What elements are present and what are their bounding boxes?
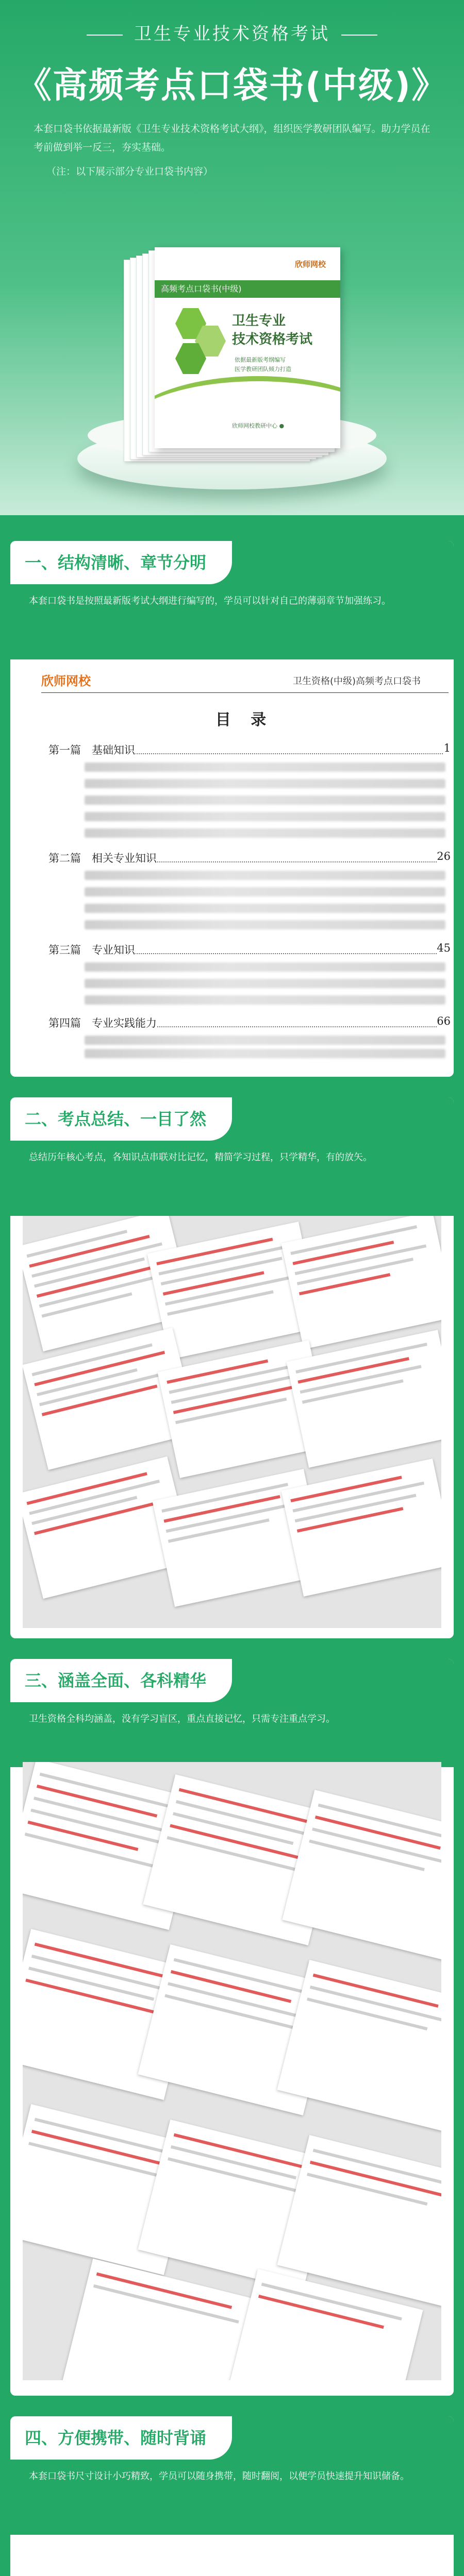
toc-blurred-line: [85, 762, 445, 772]
section-coverage-card: [10, 1659, 454, 2396]
toc-part-page: 45: [437, 942, 451, 954]
toc-blurred-line: [85, 979, 445, 988]
book-small-line: 医学教研团队倾力打造: [235, 366, 291, 372]
notes-sheet: [281, 1216, 441, 1349]
toc-part-label: 第一篇 基础知识: [48, 744, 135, 756]
toc-blurred-line: [85, 828, 445, 838]
section-structure-card: [10, 541, 454, 1077]
book-title-line2: 技术资格考试: [232, 332, 313, 347]
book-cover-small-text: [235, 355, 291, 374]
toc-blurred-line: [85, 962, 445, 972]
book-small-line: 依据最新版考纲编写: [235, 357, 286, 363]
toc-part-page: 26: [437, 850, 451, 862]
toc-blurred-line: [85, 995, 445, 1005]
doc-running-head: 卫生资格(中级)高频考点口袋书: [292, 676, 421, 687]
toc-blurred-line: [85, 1036, 445, 1045]
toc-title: 目 录: [215, 711, 274, 729]
book-ribbon: 高频考点口袋书(中级): [155, 280, 340, 298]
toc-part-1: [48, 742, 451, 757]
section-1-heading: 一、结构清晰、章节分明: [10, 541, 232, 584]
book-publisher: 欣师网校教研中心 ●: [232, 422, 285, 429]
toc-page-image: [23, 659, 451, 1061]
notes-collage-image: [23, 1216, 441, 1628]
section-4-description: 本套口袋书尺寸设计小巧精致，学员可以随身携带，随时翻阅，以便学员快速提升知识储备。: [29, 2471, 409, 2482]
book-title-line1: 卫生专业: [232, 313, 286, 329]
toc-blurred-line: [85, 1049, 445, 1058]
toc-part-2: [48, 850, 451, 866]
section-4-heading: 四、方便携带、随时背诵: [10, 2416, 232, 2460]
toc-blurred-line: [85, 779, 445, 788]
toc-blurred-line: [85, 920, 445, 929]
hero-title: 《高频考点口袋书(中级)》: [16, 65, 448, 106]
section-2-heading: 二、考点总结、一目了然: [10, 1097, 232, 1141]
toc-part-3: [48, 942, 451, 957]
toc-part-label: 第二篇 相关专业知识: [48, 852, 157, 865]
toc-part-label: 第四篇 专业实践能力: [48, 1017, 157, 1029]
toc-blurred-line: [85, 887, 445, 896]
section-portable-card: [10, 2416, 454, 2576]
toc-blurred-line: [85, 871, 445, 880]
toc-blurred-line: [85, 812, 445, 821]
toc-part-page: 66: [437, 1015, 451, 1027]
section-3-description: 卫生资格全科均涵盖，没有学习盲区，重点直接记忆，只需专注重点学习。: [29, 1714, 335, 1724]
toc-blurred-line: [85, 795, 445, 805]
hero-subtitle: 卫生专业技术资格考试: [0, 20, 464, 45]
book-logo: 欣师网校: [294, 260, 326, 269]
hero-description: 本套口袋书依据最新版《卫生专业技术资格考试大纲》，组织医学教研团队编写。助力学员在考前做到举一反三，夯实基础。: [34, 123, 430, 153]
hero-section: [0, 0, 464, 515]
pages-collage-image: [23, 1762, 441, 2380]
hero-note: （注：以下展示部分专业口袋书内容）: [46, 166, 213, 177]
toc-part-4: [48, 1015, 451, 1030]
section-summary-card: [10, 1097, 454, 1638]
doc-rule: [41, 692, 449, 693]
toc-part-label: 第三篇 专业知识: [48, 944, 135, 956]
toc-blurred-line: [85, 904, 445, 913]
section-2-description: 总结历年核心考点，各知识点串联对比记忆，精简学习过程，只学精华，有的放矢。: [29, 1152, 372, 1163]
book-cover: [155, 247, 340, 448]
doc-logo: 欣师网校: [41, 674, 91, 688]
section-3-heading: 三、涵盖全面、各科精华: [10, 1659, 232, 1702]
section-1-description: 本套口袋书是按照最新版考试大纲进行编写的，学员可以针对自己的薄弱章节加强练习。: [29, 596, 391, 606]
toc-part-page: 1: [443, 742, 451, 754]
notes-sheet: [60, 2259, 258, 2380]
book-swoosh-decoration: [155, 376, 340, 448]
